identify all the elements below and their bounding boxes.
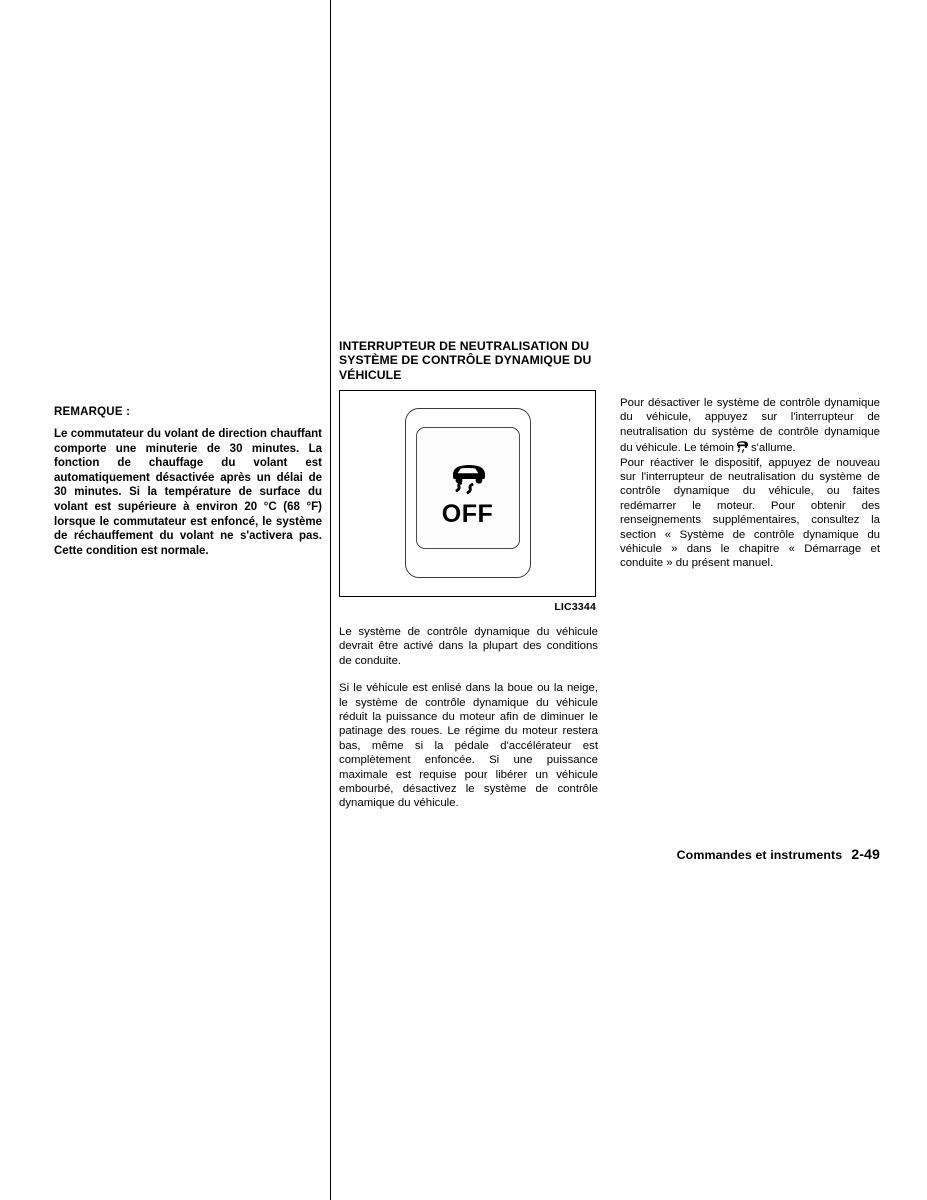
middle-column	[339, 339, 598, 811]
left-column	[54, 406, 322, 558]
right-paragraph-1	[620, 396, 880, 456]
note-body: Le commutateur du volant de direction chauffant comporte une minuterie de 30 minutes. La fonction de chauffage du volant est automatiquement désactivée après un délai de 30 minutes. Si la température de surface du volant est supérieure à environ 20 °C (68 °F) lorsque le commutateur est enfoncé, le système de réchauffement du volant ne s'activera pas. Cette condition est normale.	[54, 428, 322, 557]
figure-caption: LIC3344	[554, 600, 596, 613]
footer-chapter-title: Commandes et instruments	[676, 848, 843, 862]
middle-paragraph-2: Si le véhicule est enlisé dans la boue ou la neige, le système de contrôle dynamique du véhicule réduit la puissance du moteur afin de diminuer le patinage des roues. Le régime du moteur restera bas, même si la pédale d'accélérateur est complètement enfoncée. Si une puissance maximale est requise pour libérer un véhicule embourbé, désactivez le système de contrôle dynamique du véhicule.	[339, 682, 598, 810]
right-paragraph-2: Pour réactiver le dispositif, appuyez de nouveau sur l'interrupteur de neutralisation du système de contrôle dynamique du véhicule, ou faites redémarrer le moteur. Pour obtenir des renseignements supplémentaires, consultez la section « Système de contrôle dynamique du véhicule » dans le chapitre « Démarrage et conduite » du présent manuel.	[620, 456, 880, 570]
right-column	[620, 396, 880, 571]
switch-button	[416, 427, 520, 549]
section-title: INTERRUPTEUR DE NEUTRALISATION DU SYSTÈME DE CONTRÔLE DYNAMIQUE DU VÉHICULE	[339, 339, 592, 382]
middle-paragraph-1: Le système de contrôle dynamique du véhicule devrait être activé dans la plupart des conditions de conduite.	[339, 625, 598, 667]
switch-face	[417, 428, 519, 548]
page-divider-rule	[330, 0, 331, 1200]
vdc-switch-figure	[339, 390, 596, 597]
switch-off-label: OFF	[441, 499, 494, 528]
footer-page-number: 2-49	[851, 847, 880, 863]
right-paragraph-1-text-after: s'allume.	[750, 442, 796, 455]
vdc-off-icon	[442, 454, 494, 500]
switch-bezel	[405, 408, 531, 578]
page-footer	[677, 847, 880, 863]
right-paragraph-1-text-before: Pour désactiver le système de contrôle dynamique du véhicule, appuyez sur l'interrupteur de neutralisation du système de contrôle dynamique du véhicule. Le témoin	[620, 397, 880, 455]
note-heading: REMARQUE :	[54, 406, 131, 418]
vdc-off-indicator-icon	[736, 439, 749, 454]
